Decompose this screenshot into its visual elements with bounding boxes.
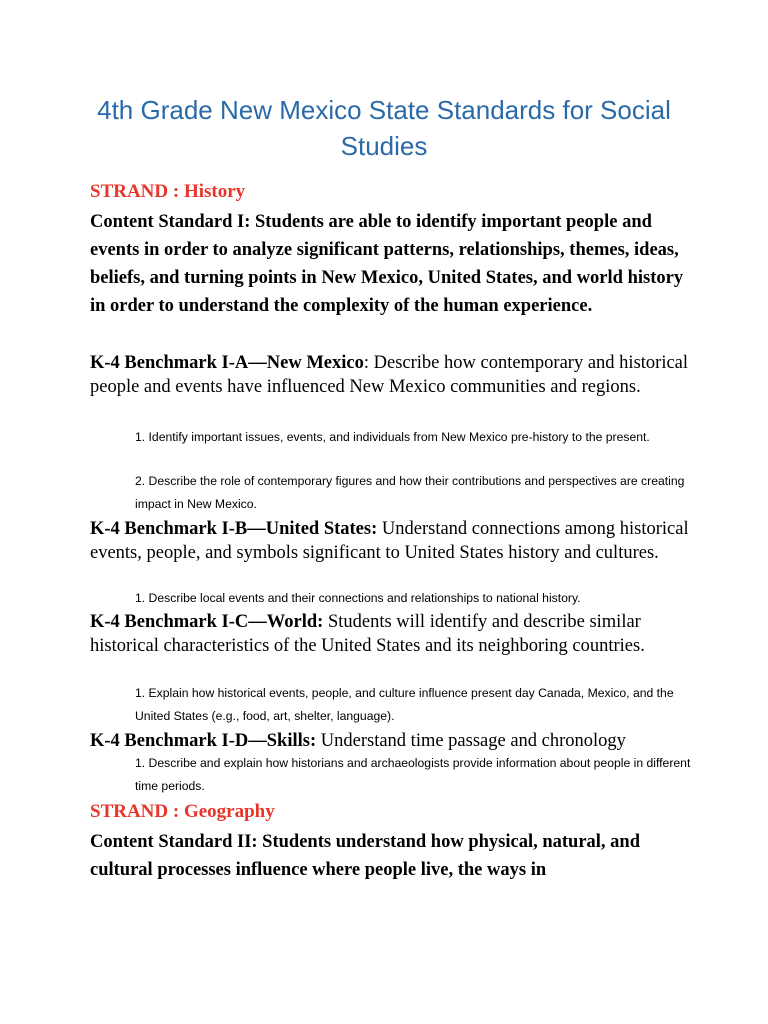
benchmark-1a-text: : Describe how contemporary and historical people and events have influenced New Mexico communities and regions. [90, 353, 689, 397]
benchmark-1a [90, 352, 690, 399]
benchmark-1d-label: K-4 Benchmark I-D—Skills: [90, 731, 317, 751]
strand-history-heading: STRAND : History [90, 181, 246, 202]
benchmark-1a-item-2: 2. Describe the role of contemporary figures and how their contributions and perspectives are creating impact in New Mexico. [135, 474, 685, 511]
benchmark-1d-text: Understand time passage and chronology [316, 731, 626, 751]
benchmark-1c-item-1: 1. Explain how historical events, people, and culture influence present day Canada, Mexico, and the United States (e.g., food, art, shelter, language). [135, 686, 674, 723]
content-standard-2: Content Standard II: Students understand how physical, natural, and cultural processes influence where people live, the ways in [90, 832, 641, 880]
benchmark-1a-label: K-4 Benchmark I-A—New Mexico [90, 353, 364, 373]
benchmark-1d-item-1: 1. Describe and explain how historians and archaeologists provide information about people in different time periods. [135, 756, 691, 793]
document-title: 4th Grade New Mexico State Standards for Social Studies [97, 95, 671, 161]
benchmark-1b-text: Understand connections among historical events, people, and symbols significant to United States history and cultures. [90, 519, 689, 563]
benchmark-1c-label: K-4 Benchmark I-C—World: [90, 612, 324, 632]
benchmark-1d [90, 730, 690, 754]
strand-geography-heading: STRAND : Geography [90, 801, 275, 822]
benchmark-1b [90, 518, 690, 565]
benchmark-1c [90, 611, 690, 658]
benchmark-1b-label: K-4 Benchmark I-B—United States: [90, 519, 378, 539]
benchmark-1b-item-1: 1. Describe local events and their connections and relationships to national history. [135, 591, 581, 605]
benchmark-1a-item-1: 1. Identify important issues, events, and individuals from New Mexico pre-history to the present. [135, 430, 650, 444]
benchmark-1c-text: Students will identify and describe similar historical characteristics of the United States and its neighboring countries. [90, 612, 645, 656]
content-standard-1: Content Standard I: Students are able to identify important people and events in order to analyze significant patterns, relationships, themes, ideas, beliefs, and turning points in New Mexico, United States, and world history in order to understand the complexity of the human experience. [90, 212, 684, 316]
